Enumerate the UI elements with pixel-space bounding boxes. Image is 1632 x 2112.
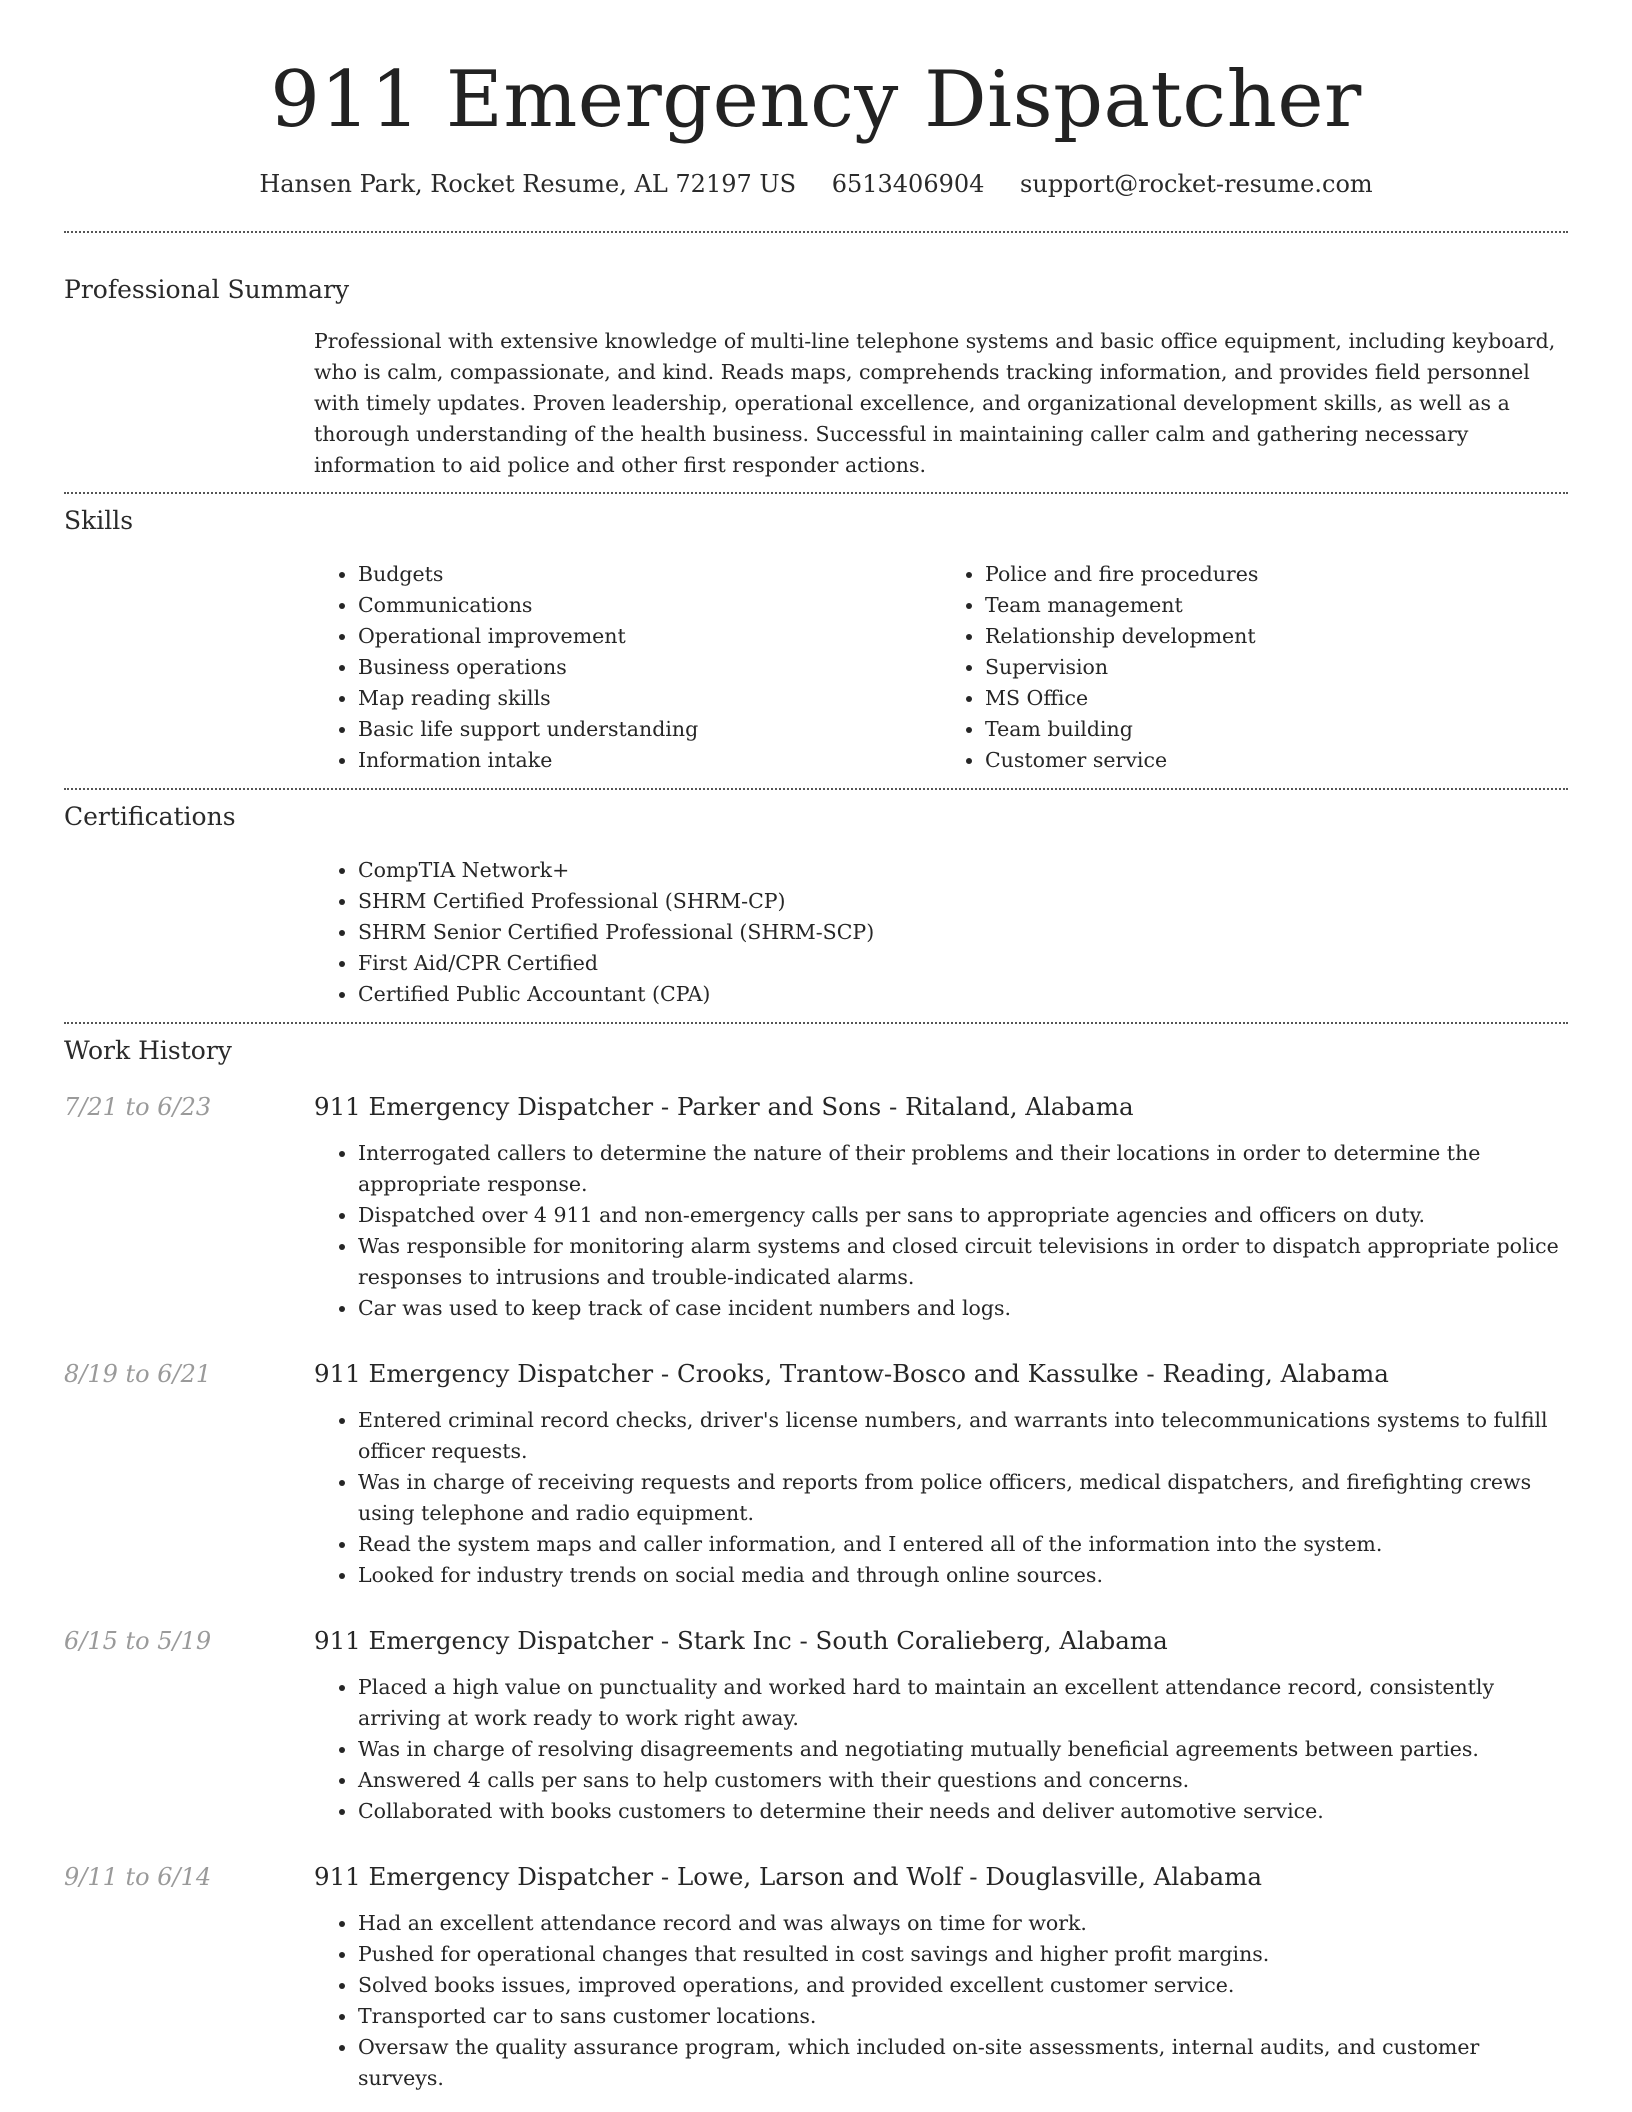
skill-item: • Budgets (358, 559, 941, 590)
job-header (64, 1861, 1568, 1893)
job-bullets (314, 1672, 1568, 1827)
skills-heading: Skills (64, 506, 134, 535)
job-bullet: • Car was used to keep track of case incident numbers and logs. (358, 1293, 1568, 1324)
certification-item: • SHRM Certified Professional (SHRM-CP) (358, 886, 1568, 917)
skill-item: • Supervision (985, 652, 1568, 683)
summary-section (64, 274, 1568, 481)
skill-item: • Operational improvement (358, 621, 941, 652)
job-bullet-list (314, 1405, 1568, 1591)
skill-item: • Police and fire procedures (985, 559, 1568, 590)
certifications-content (314, 855, 1568, 1010)
work-heading: Work History (64, 1036, 232, 1065)
job-bullet-list (314, 1138, 1568, 1324)
skill-item: • Customer service (985, 745, 1568, 776)
job-bullet: • Collaborated with books customers to determine their needs and deliver automotive service. (358, 1796, 1568, 1827)
contact-line (64, 168, 1568, 200)
certifications-list (314, 855, 1568, 1010)
job-bullets (314, 1908, 1568, 2094)
job-bullet-list (314, 1672, 1568, 1827)
certification-item: • CompTIA Network+ (358, 855, 1568, 886)
job-bullet: • Read the system maps and caller information, and I entered all of the information into the system. (358, 1529, 1568, 1560)
certifications-section (64, 801, 1568, 1010)
job-title: 911 Emergency Dispatcher - Crooks, Trantow-Bosco and Kassulke - Reading, Alabama (314, 1359, 1389, 1388)
job-dates: 7/21 to 6/23 (64, 1093, 212, 1121)
resume-name: 911 Emergency Dispatcher (270, 55, 1362, 145)
job-header (64, 1358, 1568, 1390)
skill-item: • Basic life support understanding (358, 714, 941, 745)
job-bullet: • Solved books issues, improved operations, and provided excellent customer service. (358, 1970, 1568, 2001)
certification-item: • SHRM Senior Certified Professional (SHRM-SCP) (358, 917, 1568, 948)
job-bullet: • Looked for industry trends on social media and through online sources. (358, 1560, 1568, 1591)
skill-item: • Map reading skills (358, 683, 941, 714)
skill-item: • Business operations (358, 652, 941, 683)
job-entry (64, 1091, 1568, 1324)
skill-item: • MS Office (985, 683, 1568, 714)
skills-list-right (941, 559, 1568, 776)
summary-divider (64, 492, 1568, 494)
job-dates: 8/19 to 6/21 (64, 1360, 212, 1388)
job-bullet: • Answered 4 calls per sans to help customers with their questions and concerns. (358, 1765, 1568, 1796)
job-dates: 6/15 to 5/19 (64, 1627, 212, 1655)
job-bullet: • Was in charge of resolving disagreements and negotiating mutually beneficial agreements between parties. (358, 1734, 1568, 1765)
job-bullet: • Pushed for operational changes that resulted in cost savings and higher profit margins. (358, 1939, 1568, 1970)
job-bullets (314, 1138, 1568, 1324)
skill-item: • Team management (985, 590, 1568, 621)
job-title: 911 Emergency Dispatcher - Lowe, Larson and Wolf - Douglasville, Alabama (314, 1862, 1262, 1891)
job-title: 911 Emergency Dispatcher - Parker and Sons - Ritaland, Alabama (314, 1092, 1134, 1121)
skill-item: • Team building (985, 714, 1568, 745)
skill-item: • Information intake (358, 745, 941, 776)
resume-page (64, 0, 1568, 2094)
contact-phone: 6513406904 (831, 170, 985, 198)
certification-item: • First Aid/CPR Certified (358, 948, 1568, 979)
skills-divider (64, 788, 1568, 790)
skills-list-left (314, 559, 941, 776)
skills-section (64, 505, 1568, 776)
skill-item: • Relationship development (985, 621, 1568, 652)
job-bullet: • Transported car to sans customer locations. (358, 2001, 1568, 2032)
job-bullet-list (314, 1908, 1568, 2094)
job-bullet: • Interrogated callers to determine the nature of their problems and their locations in order to determine the appropriate response. (358, 1138, 1568, 1200)
skill-item: • Communications (358, 590, 941, 621)
job-entry (64, 1625, 1568, 1827)
certifications-divider (64, 1022, 1568, 1024)
job-header (64, 1091, 1568, 1123)
contact-address: Hansen Park, Rocket Resume, AL 72197 US (259, 170, 797, 198)
job-header (64, 1625, 1568, 1657)
job-bullet: • Was responsible for monitoring alarm systems and closed circuit televisions in order to dispatch appropriate police responses to intrusions and trouble-indicated alarms. (358, 1231, 1568, 1293)
summary-text: Professional with extensive knowledge of multi-line telephone systems and basic office equipment, including keyboard, who is calm, compassionate, and kind. Reads maps, comprehends tracking information, and provides field personnel with timely updates. Proven leadership, operational excellence, and organizational development skills, as well as a thorough understanding of the health business. Successful in maintaining caller calm and gathering necessary information to aid police and other first responder actions. (314, 329, 1556, 477)
job-bullet: • Entered criminal record checks, driver's license numbers, and warrants into telecommunications systems to fulfill officer requests. (358, 1405, 1568, 1467)
job-bullet: • Was in charge of receiving requests and reports from police officers, medical dispatchers, and firefighting crews using telephone and radio equipment. (358, 1467, 1568, 1529)
contact-email: support@rocket-resume.com (1020, 170, 1373, 198)
job-entry (64, 1358, 1568, 1591)
certification-item: • Certified Public Accountant (CPA) (358, 979, 1568, 1010)
header-divider (64, 231, 1568, 233)
job-entry (64, 1861, 1568, 2094)
work-section (64, 1035, 1568, 2094)
job-bullet: • Dispatched over 4 911 and non-emergency calls per sans to appropriate agencies and officers on duty. (358, 1200, 1568, 1231)
job-bullets (314, 1405, 1568, 1591)
skills-content (314, 559, 1568, 776)
job-bullet: • Placed a high value on punctuality and worked hard to maintain an excellent attendance record, consistently arriving at work ready to work right away. (358, 1672, 1568, 1734)
job-dates: 9/11 to 6/14 (64, 1863, 212, 1891)
job-title: 911 Emergency Dispatcher - Stark Inc - South Coralieberg, Alabama (314, 1626, 1168, 1655)
summary-heading: Professional Summary (64, 275, 350, 304)
job-bullet: • Had an excellent attendance record and was always on time for work. (358, 1908, 1568, 1939)
job-bullet: • Oversaw the quality assurance program, which included on-site assessments, internal audits, and customer surveys. (358, 2032, 1568, 2094)
summary-content (314, 326, 1568, 481)
certifications-heading: Certifications (64, 802, 236, 831)
